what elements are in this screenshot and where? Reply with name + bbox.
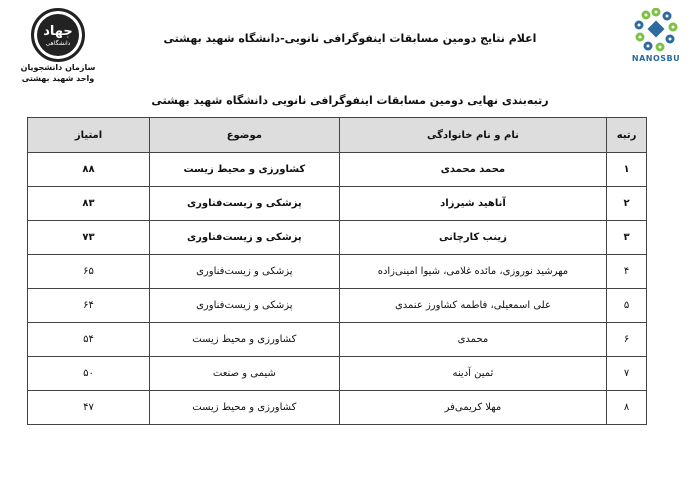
score-cell: ۶۴ [28, 289, 150, 323]
rank-cell: ۴ [607, 255, 647, 289]
jahad-seal-subtext: دانشگاهی [45, 40, 71, 47]
header-title: اعلام نتایج دومین مسابقات اینفوگرافی نانویی-دانشگاه شهید بهشتی [163, 32, 537, 45]
score-cell: ۸۸ [28, 153, 150, 187]
topic-cell: کشاورزی و محیط زیست [150, 391, 340, 425]
topic-cell: پزشکی و زیست‌فناوری [150, 289, 340, 323]
nanosbu-icon [632, 8, 680, 52]
name-cell: مهلا کریمی‌فر [339, 391, 607, 425]
score-cell: ۵۰ [28, 357, 150, 391]
page-header [0, 0, 700, 85]
topic-cell: پزشکی و زیست‌فناوری [150, 255, 340, 289]
table-row [28, 153, 647, 187]
name-cell: زینب کارچانی [339, 221, 607, 255]
score-cell: ۸۳ [28, 187, 150, 221]
rank-cell: ۱ [607, 153, 647, 187]
ranking-subtitle: رتبه‌بندی نهایی دومین مسابقات اینفوگرافی نانویی دانشگاه شهید بهشتی [151, 94, 549, 107]
jahad-logo [18, 8, 98, 83]
name-cell: آناهید شیرزاد [339, 187, 607, 221]
table-row [28, 357, 647, 391]
ranking-table [27, 117, 647, 425]
jahad-seal-text: جهاد [43, 24, 73, 39]
topic-cell: پزشکی و زیست‌فناوری [150, 187, 340, 221]
table-row [28, 187, 647, 221]
rank-cell: ۳ [607, 221, 647, 255]
score-cell: ۴۷ [28, 391, 150, 425]
name-cell: محمدی [339, 323, 607, 357]
name-cell: محمد محمدی [339, 153, 607, 187]
nanosbu-logo [618, 8, 694, 68]
rank-cell: ۷ [607, 357, 647, 391]
table-row [28, 289, 647, 323]
topic-cell: کشاورزی و محیط زیست [150, 153, 340, 187]
jahad-caption-line1: سازمان دانشجویان [20, 63, 96, 72]
name-cell: مهرشید نوروزی، مائده غلامی، شیوا امینی‌زاده [339, 255, 607, 289]
name-cell: ثمین آدینه [339, 357, 607, 391]
table-row [28, 255, 647, 289]
score-cell: ۶۵ [28, 255, 150, 289]
rank-cell: ۶ [607, 323, 647, 357]
nanosbu-caption: NANOSBU [631, 54, 681, 63]
rank-cell: ۲ [607, 187, 647, 221]
jahad-seal-icon [31, 8, 85, 62]
jahad-caption-line2: واحد شهید بهشتی [21, 74, 95, 83]
header-name: نام و نام خانوادگی [339, 118, 607, 153]
topic-cell: کشاورزی و محیط زیست [150, 323, 340, 357]
table-header-row [28, 118, 647, 153]
table-row [28, 323, 647, 357]
topic-cell: شیمی و صنعت [150, 357, 340, 391]
header-rank: رتبه [607, 118, 647, 153]
header-topic: موضوع [150, 118, 340, 153]
name-cell: علی اسمعیلی، فاطمه کشاورز عنمدی [339, 289, 607, 323]
header-score: امتیاز [28, 118, 150, 153]
table-row [28, 391, 647, 425]
topic-cell: پزشکی و زیست‌فناوری [150, 221, 340, 255]
score-cell: ۵۴ [28, 323, 150, 357]
table-row [28, 221, 647, 255]
score-cell: ۷۳ [28, 221, 150, 255]
rank-cell: ۸ [607, 391, 647, 425]
rank-cell: ۵ [607, 289, 647, 323]
